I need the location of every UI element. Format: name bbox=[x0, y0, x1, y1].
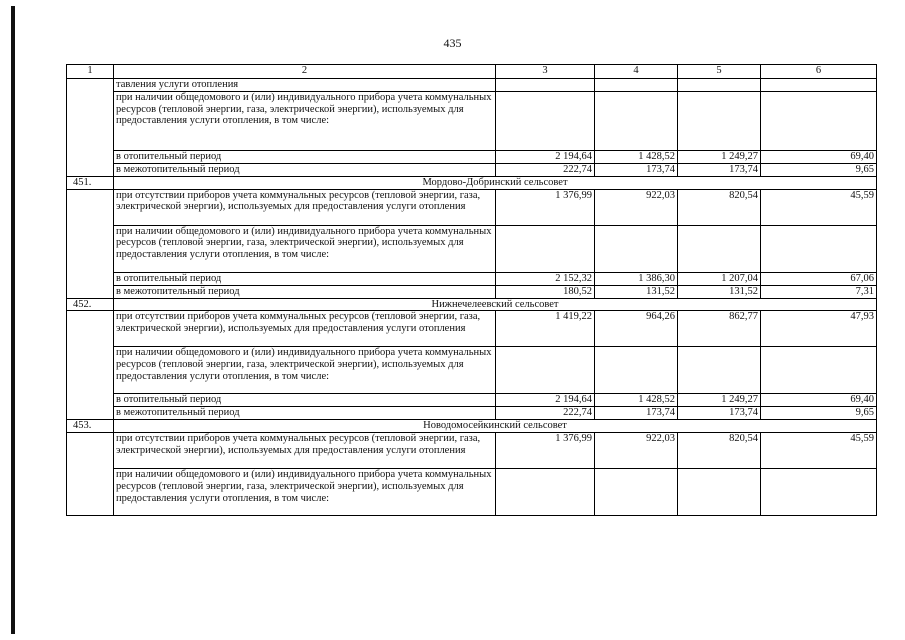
column-header-3: 3 bbox=[496, 65, 595, 79]
value-cell: 45,59 bbox=[761, 433, 877, 469]
table-row bbox=[67, 311, 877, 347]
column-header-1: 1 bbox=[67, 65, 114, 79]
row-description: при отсутствии приборов учета коммунальных ресурсов (тепловой энергии, газа, электрической энергии), используемых для предоставления услуги отопления bbox=[114, 189, 496, 225]
value-cell: 1 428,52 bbox=[595, 394, 678, 407]
row-description: при наличии общедомового и (или) индивидуального прибора учета коммунальных ресурсов (тепловой энергии, газа, электрической энергии), используемых для предоставления услуги отопления, в том числе: bbox=[114, 91, 496, 150]
column-header-4: 4 bbox=[595, 65, 678, 79]
row-description: при отсутствии приборов учета коммунальных ресурсов (тепловой энергии, газа, электрической энергии), используемых для предоставления услуги отопления bbox=[114, 433, 496, 469]
value-cell: 964,26 bbox=[595, 311, 678, 347]
value-cell: 820,54 bbox=[678, 433, 761, 469]
row-description: в межотопительный период bbox=[114, 163, 496, 176]
value-cell: 922,03 bbox=[595, 189, 678, 225]
value-cell: 131,52 bbox=[678, 285, 761, 298]
value-cell: 222,74 bbox=[496, 407, 595, 420]
row-number-cell bbox=[67, 79, 114, 177]
value-cell: 9,65 bbox=[761, 407, 877, 420]
table-row bbox=[67, 394, 877, 407]
table-row bbox=[67, 225, 877, 272]
row-description: в межотопительный период bbox=[114, 285, 496, 298]
value-cell: 2 194,64 bbox=[496, 394, 595, 407]
value-cell: 45,59 bbox=[761, 189, 877, 225]
row-description: в межотопительный период bbox=[114, 407, 496, 420]
table-row bbox=[67, 469, 877, 516]
value-cell: 9,65 bbox=[761, 163, 877, 176]
value-cell: 131,52 bbox=[595, 285, 678, 298]
value-cell: 2 152,32 bbox=[496, 272, 595, 285]
page-number: 435 bbox=[443, 36, 462, 50]
row-number-cell bbox=[67, 189, 114, 298]
value-cell: 173,74 bbox=[678, 163, 761, 176]
value-cell: 1 386,30 bbox=[595, 272, 678, 285]
section-header-row bbox=[67, 420, 877, 433]
table-row bbox=[67, 272, 877, 285]
section-title: Новодомосейкинский сельсовет bbox=[114, 420, 877, 433]
table-row bbox=[67, 150, 877, 163]
value-cell: 180,52 bbox=[496, 285, 595, 298]
table-row bbox=[67, 79, 877, 92]
value-cell: 1 249,27 bbox=[678, 394, 761, 407]
section-number: 453. bbox=[67, 420, 114, 433]
value-cell: 1 419,22 bbox=[496, 311, 595, 347]
row-description: при отсутствии приборов учета коммунальных ресурсов (тепловой энергии, газа, электрической энергии), используемых для предоставления услуги отопления bbox=[114, 311, 496, 347]
table-row bbox=[67, 163, 877, 176]
value-cell: 1 376,99 bbox=[496, 433, 595, 469]
column-header-row bbox=[67, 65, 877, 79]
value-cell: 922,03 bbox=[595, 433, 678, 469]
row-description: в отопительный период bbox=[114, 272, 496, 285]
value-cell: 173,74 bbox=[595, 163, 678, 176]
value-cell: 862,77 bbox=[678, 311, 761, 347]
row-description: при наличии общедомового и (или) индивидуального прибора учета коммунальных ресурсов (тепловой энергии, газа, электрической энергии), используемых для предоставления услуги отопления, в том числе: bbox=[114, 347, 496, 394]
value-cell: 820,54 bbox=[678, 189, 761, 225]
row-number-cell bbox=[67, 433, 114, 516]
section-header-row bbox=[67, 298, 877, 311]
value-cell: 69,40 bbox=[761, 394, 877, 407]
table-row bbox=[67, 407, 877, 420]
value-cell: 1 207,04 bbox=[678, 272, 761, 285]
value-cell: 222,74 bbox=[496, 163, 595, 176]
value-cell: 1 376,99 bbox=[496, 189, 595, 225]
row-number-cell bbox=[67, 311, 114, 420]
value-cell: 173,74 bbox=[678, 407, 761, 420]
table-row bbox=[67, 91, 877, 150]
row-description: тавления услуги отопления bbox=[114, 79, 496, 92]
section-number: 452. bbox=[67, 298, 114, 311]
column-header-5: 5 bbox=[678, 65, 761, 79]
table-row bbox=[67, 347, 877, 394]
section-title: Мордово-Добринский сельсовет bbox=[114, 176, 877, 189]
column-header-6: 6 bbox=[761, 65, 877, 79]
table-row bbox=[67, 433, 877, 469]
section-header-row bbox=[67, 176, 877, 189]
row-description: в отопительный период bbox=[114, 150, 496, 163]
value-cell: 2 194,64 bbox=[496, 150, 595, 163]
scan-edge-line bbox=[11, 6, 15, 634]
value-cell: 1 249,27 bbox=[678, 150, 761, 163]
value-cell: 1 428,52 bbox=[595, 150, 678, 163]
value-cell: 69,40 bbox=[761, 150, 877, 163]
row-description: при наличии общедомового и (или) индивидуального прибора учета коммунальных ресурсов (тепловой энергии, газа, электрической энергии), используемых для предоставления услуги отопления, в том числе: bbox=[114, 469, 496, 516]
value-cell: 47,93 bbox=[761, 311, 877, 347]
value-cell: 7,31 bbox=[761, 285, 877, 298]
section-title: Нижнечелеевский сельсовет bbox=[114, 298, 877, 311]
tariff-table bbox=[66, 64, 877, 516]
row-description: в отопительный период bbox=[114, 394, 496, 407]
row-description: при наличии общедомового и (или) индивидуального прибора учета коммунальных ресурсов (тепловой энергии, газа, электрической энергии), используемых для предоставления услуги отопления, в том числе: bbox=[114, 225, 496, 272]
table-row bbox=[67, 189, 877, 225]
column-header-2: 2 bbox=[114, 65, 496, 79]
value-cell: 67,06 bbox=[761, 272, 877, 285]
section-number: 451. bbox=[67, 176, 114, 189]
value-cell: 173,74 bbox=[595, 407, 678, 420]
table-row bbox=[67, 285, 877, 298]
